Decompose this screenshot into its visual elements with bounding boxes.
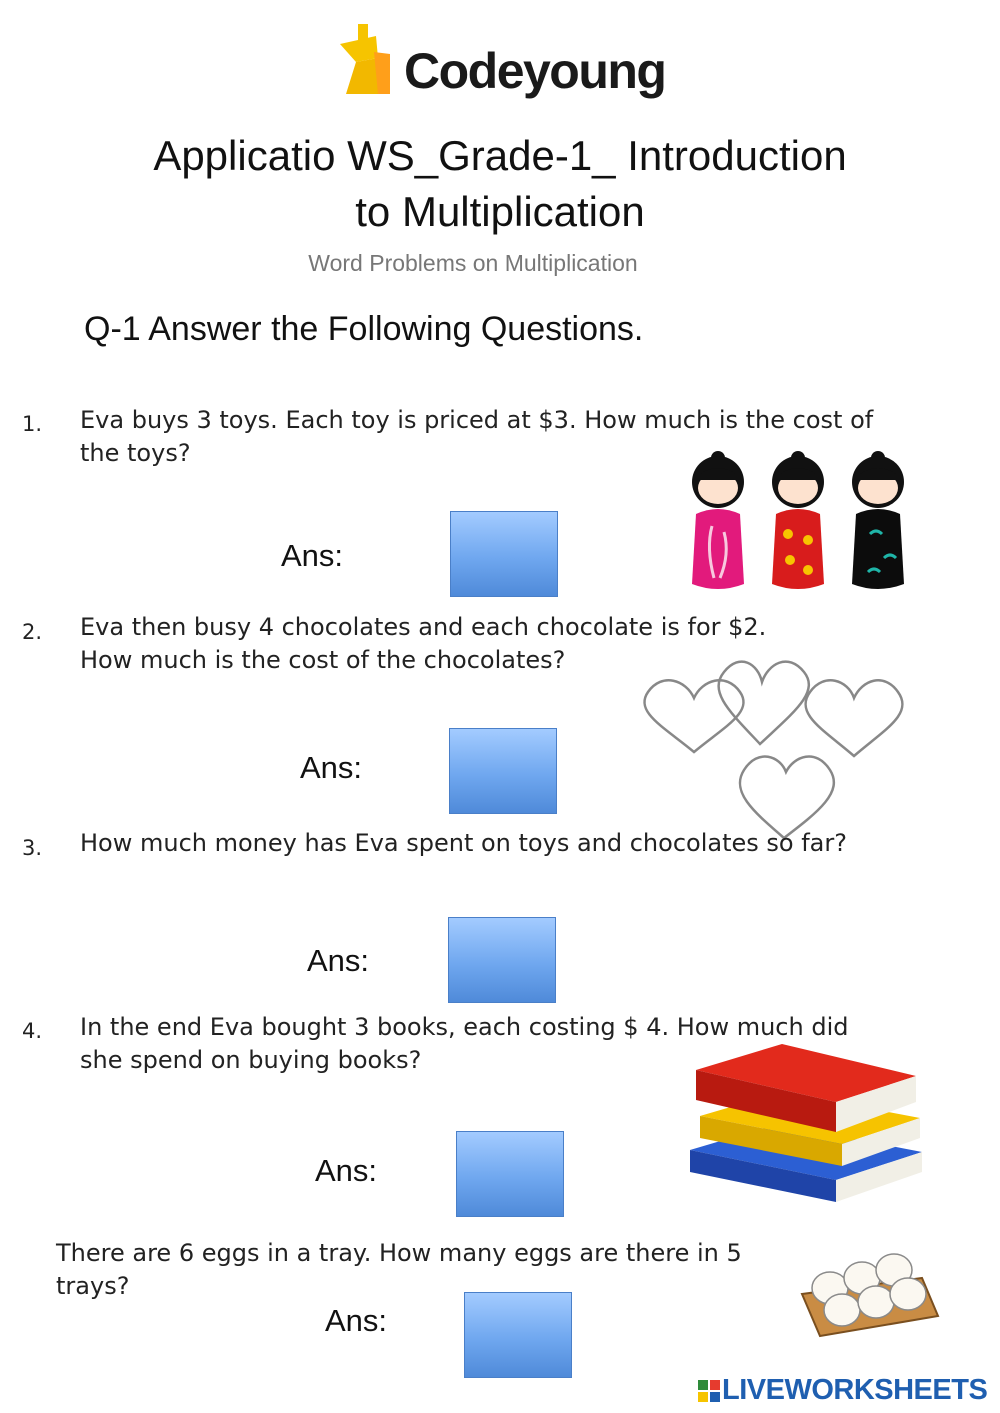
brand-name: Codeyoung: [404, 43, 666, 99]
kokeshi-dolls-image: [684, 448, 924, 594]
doll-pink: [692, 451, 744, 589]
books-stack-image: [686, 1040, 926, 1216]
question-2-number: 2.: [22, 620, 43, 644]
egg-tray-image: [800, 1238, 940, 1342]
question-4-line2: she spend on buying books?: [80, 1046, 422, 1074]
answer-4-input[interactable]: [456, 1131, 564, 1217]
question-2-line1: Eva then busy 4 chocolates and each chocolate is for $2.: [80, 613, 767, 641]
answer-2-label: Ans:: [300, 750, 363, 785]
question-2-line2: How much is the cost of the chocolates?: [80, 646, 566, 674]
liveworksheets-logo-icon: [698, 1376, 722, 1408]
answer-5-label: Ans:: [325, 1303, 388, 1338]
question-3-number: 3.: [22, 836, 43, 860]
question-4-number: 4.: [22, 1019, 43, 1043]
answer-2-input[interactable]: [449, 728, 557, 814]
answer-3-label: Ans:: [307, 943, 370, 978]
question-1-line2: the toys?: [80, 439, 191, 467]
liveworksheets-brand: LIVEWORKSHEETS: [722, 1374, 988, 1406]
question-1-number: 1.: [22, 412, 43, 436]
hearts-outline-image: [634, 652, 916, 844]
answer-3-input[interactable]: [448, 917, 556, 1003]
question-3-line1: How much money has Eva spent on toys and chocolates so far?: [80, 829, 847, 857]
page-title-line2: to Multiplication: [355, 188, 645, 235]
answer-5-input[interactable]: [464, 1292, 572, 1378]
doll-black: [852, 451, 904, 589]
question-5-text: [56, 1237, 816, 1303]
answer-1-input[interactable]: [450, 511, 558, 597]
section-heading: Q-1 Answer the Following Questions.: [84, 310, 644, 348]
question-1-line1: Eva buys 3 toys. Each toy is priced at $3. How much is the cost of: [80, 406, 874, 434]
answer-4-label: Ans:: [315, 1153, 378, 1188]
question-4-line1: In the end Eva bought 3 books, each costing $ 4. How much did: [80, 1013, 849, 1041]
question-3-text: [80, 827, 930, 860]
question-5-line1: There are 6 eggs in a tray. How many eggs are there in 5 trays?: [56, 1239, 742, 1300]
page-subtitle: Word Problems on Multiplication: [308, 250, 638, 276]
doll-red: [772, 451, 824, 589]
answer-1-label: Ans:: [281, 538, 344, 573]
page-title-line1: Applicatio WS_Grade-1_ Introduction: [153, 132, 847, 179]
